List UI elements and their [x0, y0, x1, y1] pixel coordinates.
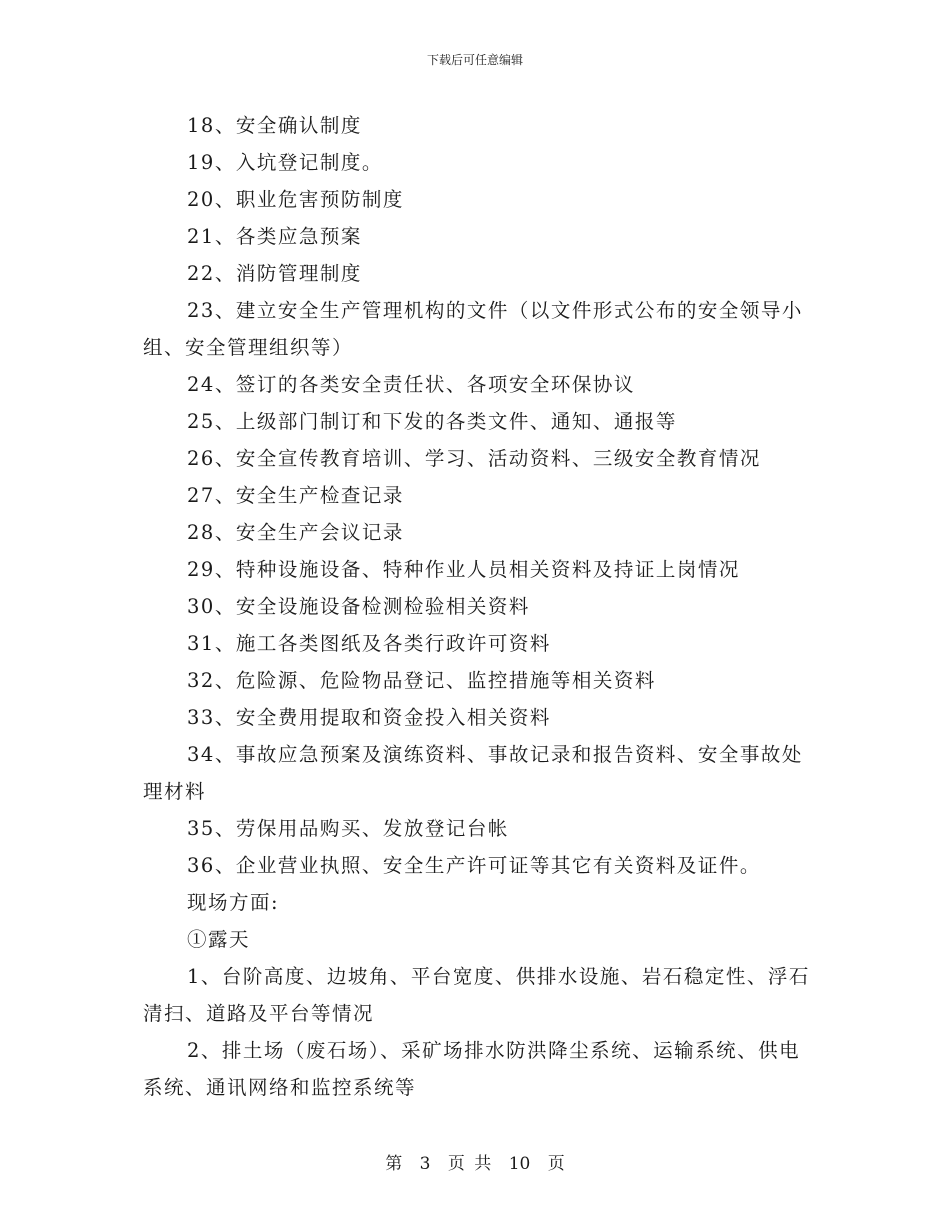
paragraph: 31、施工各类图纸及各类行政许可资料: [187, 632, 551, 655]
paragraph: 1、台阶高度、边坡角、平台宽度、供排水设施、岩石稳定性、浮石清扫、道路及平台等情况: [143, 965, 810, 1025]
paragraph: 23、建立安全生产管理机构的文件（以文件形式公布的安全领导小组、安全管理组织等）: [143, 299, 803, 359]
paragraph: 18、安全确认制度: [187, 114, 362, 137]
paragraph: 25、上级部门制订和下发的各类文件、通知、通报等: [187, 410, 677, 433]
paragraph: 33、安全费用提取和资金投入相关资料: [187, 706, 551, 729]
paragraph: 19、入坑登记制度。: [187, 151, 383, 174]
paragraph: 28、安全生产会议记录: [187, 521, 404, 544]
paragraph: 24、签订的各类安全责任状、各项安全环保协议: [187, 373, 635, 396]
footer-prefix: 第: [385, 1154, 403, 1174]
current-page-number: 3: [419, 1154, 431, 1174]
section-heading: 现场方面:: [187, 891, 280, 914]
paragraph: 27、安全生产检查记录: [187, 484, 404, 507]
paragraph: 36、企业营业执照、安全生产许可证等其它有关资料及证件。: [187, 854, 761, 877]
subsection-heading: ①露天: [187, 928, 251, 951]
paragraph: 34、事故应急预案及演练资料、事故记录和报告资料、安全事故处理材料: [143, 743, 803, 803]
paragraph: 21、各类应急预案: [187, 225, 362, 248]
paragraph: 22、消防管理制度: [187, 262, 362, 285]
footer-suffix: 页: [547, 1154, 565, 1174]
paragraph: 35、劳保用品购买、发放登记台帐: [187, 817, 509, 840]
document-body: [143, 107, 811, 1106]
paragraph: 32、危险源、危险物品登记、监控措施等相关资料: [187, 669, 656, 692]
paragraph: 20、职业危害预防制度: [187, 188, 404, 211]
paragraph: 29、特种设施设备、特种作业人员相关资料及持证上岗情况: [187, 558, 740, 581]
paragraph: 30、安全设施设备检测检验相关资料: [187, 595, 530, 618]
paragraph: 26、安全宣传教育培训、学习、活动资料、三级安全教育情况: [187, 447, 761, 470]
page-header: 下载后可任意编辑: [426, 53, 523, 67]
paragraph: 2、排土场（废石场）、采矿场排水防洪降尘系统、运输系统、供电系统、通讯网络和监控系统等: [143, 1039, 801, 1099]
page-footer: [0, 1152, 950, 1176]
footer-middle: 页 共: [447, 1154, 492, 1174]
total-page-count: 10: [508, 1154, 531, 1174]
